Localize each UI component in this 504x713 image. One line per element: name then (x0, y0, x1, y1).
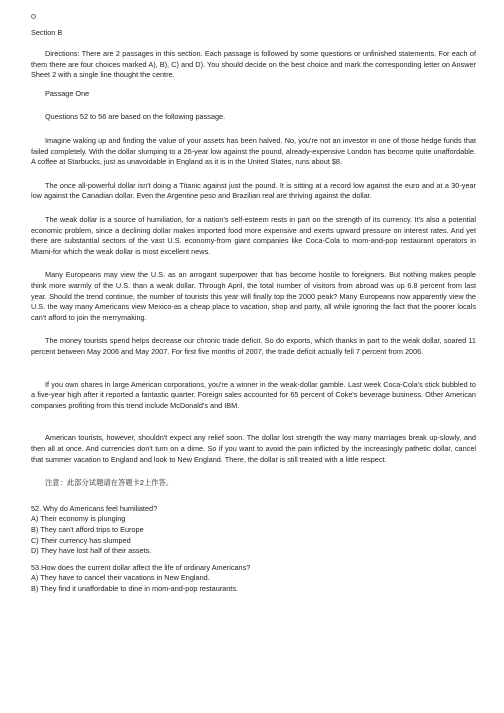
passage-paragraph: Imagine waking up and finding the value of your assets has been halved. No, you're not an investor in one of those hedge funds that failed completely. With the dollar slumping to a 26-year low against the pound, already-expensive London has become quite unaffordable. A coffee at Starbucks, just as unavoidable in England as it is in the United States, runs about $8. (31, 136, 476, 167)
question-stem: 53.How does the current dollar affect the life of ordinary Americans? (31, 562, 251, 572)
directions-text: Directions: There are 2 passages in this section. Each passage is followed by some questions or unfinished statements. For each of them there are four choices marked A), B), C) and D). You should decide on the best choice and mark the corresponding letter on Answer Sheet 2 with a single line thought the centre. (31, 49, 476, 80)
passage-paragraph: The money tourists spend helps decrease our chronic trade deficit. So do exports, which thanks in part to the weak dollar, soared 11 percent between May 2006 and May 2007. For first five months of 2007, the trade deficit actually fell 7 percent from 2006. (31, 336, 476, 356)
question-option: A) They have to cancel their vacations in New England. (31, 573, 210, 583)
passage-intro: Questions 52 to 56 are based on the following passage. (45, 112, 226, 122)
passage-paragraph: Many Europeans may view the U.S. as an arrogant superpower that has become hostile to foreigners. But nothing makes people think more warmly of the U.S. than a weak dollar. Through April, the total number of visitors from abroad was up 6.8 percent from last year. Should the trend continue, the number of tourists this year will finally top the 2000 peak? Many Europeans now apparently view the U.S. the way many Americans view Mexico-as a cheap place to vacation, shop and party, all while ignoring the fact that the poorer locals can't afford to join the merrymaking. (31, 270, 476, 322)
question-block (31, 504, 476, 557)
section-title: Section B (31, 27, 63, 37)
answer-sheet-note: 注意：此部分试题请在答题卡2上作答。 (45, 478, 174, 488)
document-page (31, 14, 476, 594)
question-option: B) They find it unaffordable to dine in mom-and-pop restaurants. (31, 583, 238, 593)
question-option: D) They have lost half of their assets. (31, 546, 152, 556)
passage-paragraph: The weak dollar is a source of humiliation, for a nation's self-esteem rests in part on the strength of its currency. It's also a potential economic problem, since a declining dollar makes imported food more expensive and exerts upward pressure on interest rates. And yet there are substantial sectors of the vast U.S. economy-from giant companies like Coca-Cola to mom-and-pop restaurant operators in Miami-for which the weak dollar is most excellent news. (31, 215, 476, 256)
passage-paragraph: The once all-powerful dollar isn't doing a Titanic against just the pound. It is sitting at a record low against the euro and at a 30-year low against the Canadian dollar. Even the Argentine peso and Brazilian real are thriving against the dollar. (31, 180, 476, 201)
question-stem: 52. Why do Americans feel humiliated? (31, 503, 158, 513)
passage-paragraph: American tourists, however, shouldn't expect any relief soon. The dollar lost strength the way many marriages break up-slowly, and then all at once. And currencies don't turn on a dime. So if you want to avoid the pain inflicted by the increasingly pathetic dollar, cancel that summer vacation to England and look to New England. There, the dollar is still treated with a little respect. (31, 433, 476, 464)
bullet-icon (31, 14, 36, 19)
question-option: A) Their economy is plunging (31, 514, 126, 524)
question-block (31, 563, 476, 595)
question-option: C) Their currency has slumped (31, 535, 131, 545)
question-option: B) They can't afford trips to Europe (31, 524, 144, 534)
passage-title: Passage One (45, 88, 90, 98)
passage-paragraph: If you own shares in large American corporations, you're a winner in the weak-dollar gamble. Last week Coca-Cola's stick bubbled to a five-year high after it reported a fantastic quarter. Foreign sales accounted for 65 percent of Coke's beverage business. Other American companies profiting from this trend include McDonald's and IBM. (31, 379, 476, 410)
